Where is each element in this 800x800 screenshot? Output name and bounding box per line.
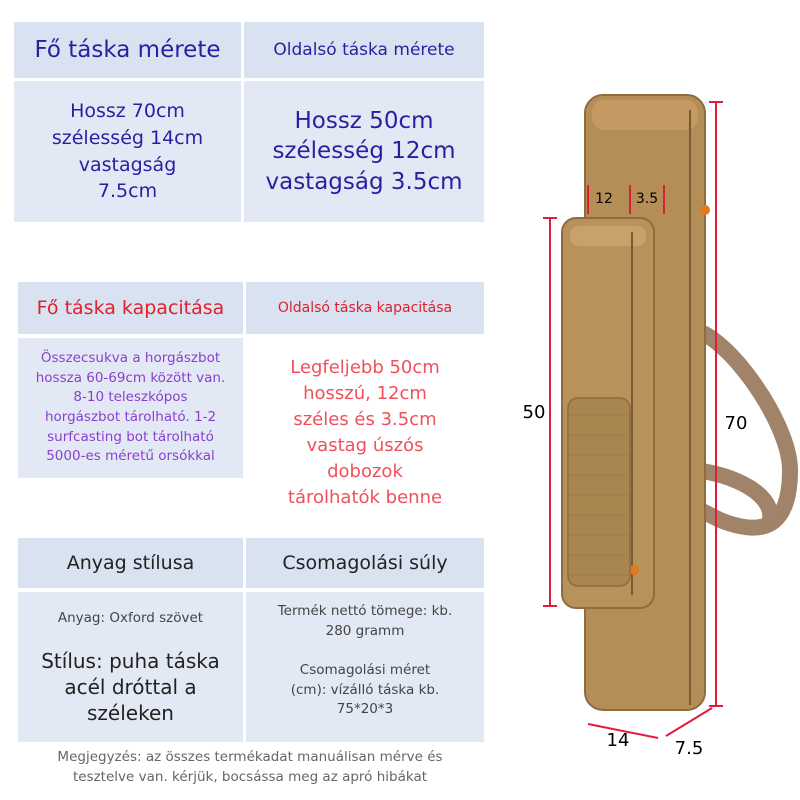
package-size-text xyxy=(281,661,450,720)
packaging-text xyxy=(246,592,484,742)
main-size-line: Hossz 70cm xyxy=(70,100,185,123)
main-size-line: vastagság xyxy=(78,153,177,176)
style-line: széleken xyxy=(87,701,174,725)
material-line: Anyag: Oxford szövet xyxy=(57,610,204,626)
main-bag-top xyxy=(592,100,698,130)
side-bag-size-text xyxy=(244,81,484,222)
weight-text xyxy=(268,602,463,641)
style-line: Stílus: puha táska xyxy=(41,649,220,673)
side-bag-capacity-text xyxy=(246,355,484,512)
mesh-pocket xyxy=(568,398,630,586)
material-title: Anyag stílusa xyxy=(18,538,243,588)
weight-line: Termék nettó tömege: kb. xyxy=(277,603,453,619)
capacity-line: 5000-es méretű orsókkal xyxy=(46,448,215,465)
side-size-line: szélesség 12cm xyxy=(272,138,456,165)
side-capacity-line: hosszú, 12cm xyxy=(303,383,427,405)
side-width-label: 12 xyxy=(595,191,613,207)
side-pocket-top xyxy=(570,226,646,246)
package-size-line: (cm): vízálló táska kb. xyxy=(290,681,440,698)
side-bag-capacity-title: Oldalsó táska kapacitása xyxy=(246,282,484,334)
side-capacity-line: Legfeljebb 50cm xyxy=(290,357,440,378)
main-size-line: szélesség 14cm xyxy=(51,126,204,149)
side-capacity-line: vastag úszós xyxy=(306,435,424,457)
packaging-title: Csomagolási súly xyxy=(246,538,484,588)
package-size-line: Csomagolási méret xyxy=(299,662,431,679)
main-size-line: 7.5cm xyxy=(97,180,158,203)
note-line: tesztelve van. kérjük, bocsássa meg az apró hibákat xyxy=(72,768,428,785)
side-capacity-line: széles és 3.5cm xyxy=(293,409,437,431)
side-size-line: vastagság 3.5cm xyxy=(265,168,463,195)
main-depth-label: 7.5 xyxy=(674,738,704,759)
main-width-label: 14 xyxy=(606,730,630,751)
side-length-label: 50 xyxy=(522,402,546,423)
capacity-line: Összecsukva a horgászbot xyxy=(40,350,221,367)
capacity-line: hossza 60-69cm között van. xyxy=(35,369,226,386)
style-line: acél dróttal a xyxy=(64,675,197,699)
side-bag-size-title: Oldalsó táska mérete xyxy=(244,22,484,78)
side-capacity-line: dobozok xyxy=(327,461,403,483)
capacity-line: horgászbot tárolható. 1-2 xyxy=(44,409,217,425)
style-text xyxy=(27,648,234,726)
main-length-label: 70 xyxy=(724,413,748,434)
material-text xyxy=(18,592,243,742)
disclaimer-note xyxy=(30,748,470,787)
capacity-line: surfcasting bot tárolható xyxy=(47,428,214,445)
capacity-line: 8-10 teleszkópos xyxy=(73,389,188,406)
note-line: Megjegyzés: az összes termékadat manuálisan mérve és xyxy=(57,749,443,765)
side-capacity-line: tárolhatók benne xyxy=(287,487,443,509)
main-bag-capacity-title: Fő táska kapacitása xyxy=(18,282,243,334)
side-size-line: Hossz 50cm xyxy=(294,107,434,134)
side-depth-label: 3.5 xyxy=(635,191,659,207)
package-size-line: 75*20*3 xyxy=(336,701,394,718)
main-bag-size-text xyxy=(14,81,241,222)
weight-line: 280 gramm xyxy=(325,622,405,639)
main-bag-capacity-text xyxy=(18,338,243,478)
main-bag-size-title: Fő táska mérete xyxy=(14,22,241,78)
zipper-pull xyxy=(700,205,710,215)
rod-bag-illustration xyxy=(500,70,800,760)
